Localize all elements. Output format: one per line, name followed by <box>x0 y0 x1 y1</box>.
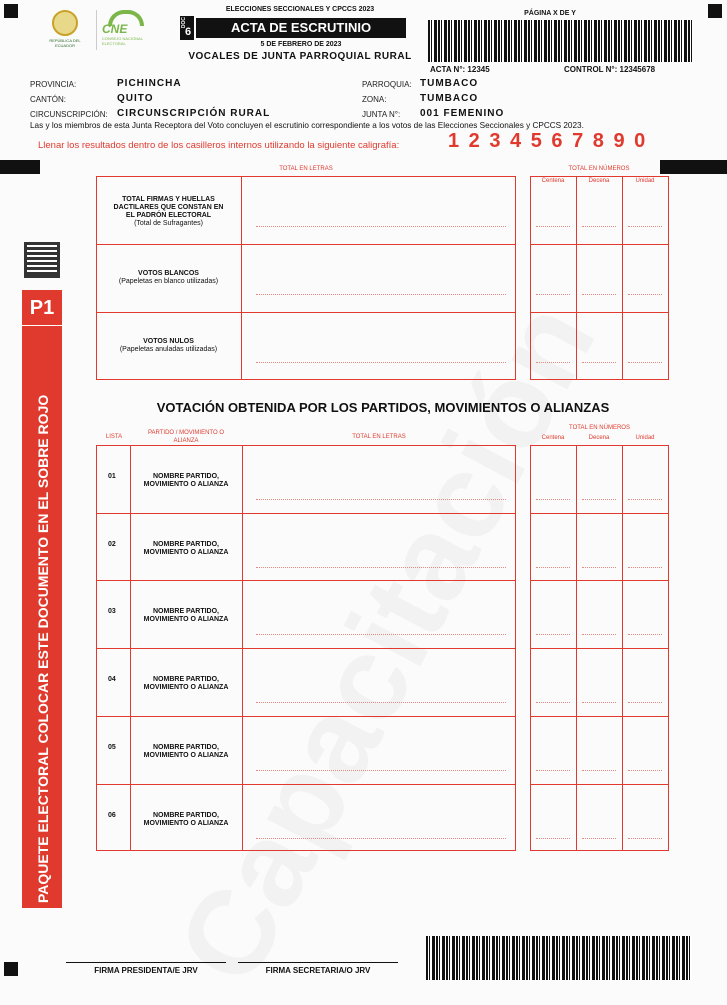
divider <box>96 244 516 245</box>
divider <box>96 784 516 785</box>
lista-header: LISTA <box>105 434 123 440</box>
divider <box>530 244 669 245</box>
digit-input[interactable] <box>628 634 662 635</box>
digit-input[interactable] <box>628 362 662 363</box>
parroquia-label: PARROQUIA: <box>362 80 412 89</box>
control-number: CONTROL N°: 12345678 <box>564 65 656 74</box>
lista-number: 01 <box>108 473 116 480</box>
circunscripcion-label: CIRCUNSCRIPCIÓN: <box>30 110 108 119</box>
digit-input[interactable] <box>582 226 616 227</box>
digit-input[interactable] <box>536 634 570 635</box>
centena-header: Centena <box>541 435 565 441</box>
digit-input[interactable] <box>536 702 570 703</box>
section2-numbers-header: TOTAL EN NÚMEROS <box>569 425 630 431</box>
timing-mark <box>0 160 40 174</box>
digit-input[interactable] <box>536 770 570 771</box>
divider <box>622 176 623 380</box>
row-label-sufragantes: TOTAL FIRMAS Y HUELLAS DACTILARES QUE CONSTAN EN EL PADRÓN ELECTORAL (Total de Sufragantes) <box>113 196 224 227</box>
digit-input[interactable] <box>582 499 616 500</box>
divider <box>96 716 516 717</box>
letters-input-blancos[interactable] <box>256 294 506 295</box>
row-label-votos-blancos: VOTOS BLANCOS (Papeletas en blanco utilizadas) <box>118 270 219 285</box>
divider <box>241 176 242 380</box>
letters-input-party[interactable] <box>256 838 506 839</box>
barcode-top <box>428 20 692 62</box>
cne-logo: CNE CONSEJO NACIONAL ELECTORAL <box>96 10 166 50</box>
row-label-votos-nulos: VOTOS NULOS (Papeletas anuladas utilizadas) <box>119 338 218 353</box>
digit-input[interactable] <box>582 702 616 703</box>
digit-input[interactable] <box>536 226 570 227</box>
digit-input[interactable] <box>628 226 662 227</box>
digit-input[interactable] <box>582 294 616 295</box>
page-indicator: PÁGINA X DE Y <box>524 10 576 17</box>
timing-mark <box>660 160 727 174</box>
divider <box>96 312 516 313</box>
acta-number: ACTA N°: 12345 <box>430 65 490 74</box>
document-subtitle: VOCALES DE JUNTA PARROQUIAL RURAL <box>188 51 412 62</box>
lista-number: 04 <box>108 676 116 684</box>
registration-mark <box>4 962 18 976</box>
ecuador-seal-logo: REPÚBLICA DEL ECUADOR <box>40 10 90 50</box>
firma-secretaria-label: FIRMA SECRETARIA/O JRV <box>265 966 371 975</box>
digit-input[interactable] <box>628 770 662 771</box>
zona-value: TUMBACO <box>420 93 479 104</box>
zona-label: ZONA: <box>362 95 387 104</box>
digit-input[interactable] <box>582 567 616 568</box>
letters-input-sufragantes[interactable] <box>256 226 506 227</box>
lista-number: 02 <box>108 540 116 548</box>
parroquia-value: TUMBACO <box>420 78 479 89</box>
party-name: NOMBRE PARTIDO, MOVIMIENTO O ALIANZA <box>143 811 229 827</box>
party-name: NOMBRE PARTIDO, MOVIMIENTO O ALIANZA <box>143 608 229 624</box>
digit-input[interactable] <box>628 702 662 703</box>
section1-numbers-table <box>530 176 669 380</box>
signature-line <box>66 962 226 963</box>
doc-badge: DOC 6 <box>180 16 194 40</box>
digit-input[interactable] <box>582 838 616 839</box>
intro-text: Las y los miembros de esta Junta Receptora del Voto concluyen el escrutinio correspondiente a los votos de las Elecciones Seccionales y CPCCS 2023. <box>30 121 584 130</box>
canton-value: QUITO <box>117 93 154 104</box>
digit-input[interactable] <box>536 294 570 295</box>
divider <box>530 513 669 514</box>
election-name: ELECCIONES SECCIONALES Y CPCCS 2023 <box>225 6 375 13</box>
divider <box>530 580 669 581</box>
registration-mark <box>708 4 722 18</box>
partido-header: PARTIDO / MOVIMIENTO O ALIANZA <box>147 430 224 444</box>
party-name: NOMBRE PARTIDO, MOVIMIENTO O ALIANZA <box>143 676 229 692</box>
section1-letters-header: TOTAL EN LETRAS <box>279 166 333 172</box>
digit-input[interactable] <box>628 294 662 295</box>
party-name: NOMBRE PARTIDO, MOVIMIENTO O ALIANZA <box>143 743 229 759</box>
divider <box>96 580 516 581</box>
divider <box>530 716 669 717</box>
circunscripcion-value: CIRCUNSCRIPCIÓN RURAL <box>117 108 271 119</box>
signature-line <box>238 962 398 963</box>
document-title: ACTA DE ESCRUTINIO <box>196 18 406 38</box>
letters-input-party[interactable] <box>256 770 506 771</box>
section2-title: VOTACIÓN OBTENIDA POR LOS PARTIDOS, MOVIMIENTOS O ALIANZAS <box>156 400 610 415</box>
lista-number: 05 <box>108 743 116 751</box>
divider <box>530 312 669 313</box>
section1-numbers-header: TOTAL EN NÚMEROS <box>568 166 630 172</box>
provincia-value: PICHINCHA <box>117 78 182 89</box>
packet-badge: P1 <box>22 290 62 326</box>
junta-label: JUNTA N°: <box>362 110 401 119</box>
centena-header: Centena <box>541 178 565 184</box>
digit-input[interactable] <box>582 634 616 635</box>
digit-input[interactable] <box>582 362 616 363</box>
firma-presidenta-label: FIRMA PRESIDENTA/E JRV <box>94 966 198 975</box>
provincia-label: PROVINCIA: <box>30 80 77 89</box>
digit-input[interactable] <box>582 770 616 771</box>
unidad-header: Unidad <box>635 178 655 184</box>
sidebar-instruction: PAQUETE ELECTORAL COLOCAR ESTE DOCUMENTO EN EL SOBRE ROJO <box>35 394 51 903</box>
unidad-header: Unidad <box>635 435 655 441</box>
decena-header: Decena <box>588 435 610 441</box>
divider <box>96 513 516 514</box>
divider <box>530 784 669 785</box>
divider <box>530 648 669 649</box>
digit-input[interactable] <box>628 499 662 500</box>
section2-letters-header: TOTAL EN LETRAS <box>352 434 406 440</box>
digit-input[interactable] <box>536 362 570 363</box>
digit-input[interactable] <box>536 567 570 568</box>
registration-mark <box>4 4 18 18</box>
party-name: NOMBRE PARTIDO, MOVIMIENTO O ALIANZA <box>143 540 229 556</box>
digit-input[interactable] <box>536 499 570 500</box>
letters-input-nulos[interactable] <box>256 362 506 363</box>
digit-input[interactable] <box>628 567 662 568</box>
qr-code <box>24 242 60 278</box>
lista-number: 03 <box>108 608 116 616</box>
canton-label: CANTÓN: <box>30 95 66 104</box>
divider <box>96 648 516 649</box>
digit-input[interactable] <box>536 838 570 839</box>
divider <box>576 176 577 380</box>
decena-header: Decena <box>588 178 610 184</box>
instruction-text: Llenar los resultados dentro de los casilleros internos utilizando la siguiente caligrafía: <box>38 140 400 151</box>
digit-input[interactable] <box>628 838 662 839</box>
letters-input-party[interactable] <box>256 702 506 703</box>
election-date: 5 DE FEBRERO DE 2023 <box>260 41 342 48</box>
party-name: NOMBRE PARTIDO, MOVIMIENTO O ALIANZA <box>143 473 229 488</box>
letters-input-party[interactable] <box>256 634 506 635</box>
lista-number: 06 <box>108 811 116 819</box>
calligraphy-digits: 1 2 3 4 5 6 7 8 9 0 <box>448 130 648 152</box>
letters-input-party[interactable] <box>256 499 506 500</box>
junta-value: 001 FEMENINO <box>420 108 505 119</box>
letters-input-party[interactable] <box>256 567 506 568</box>
barcode-bottom <box>426 936 692 980</box>
